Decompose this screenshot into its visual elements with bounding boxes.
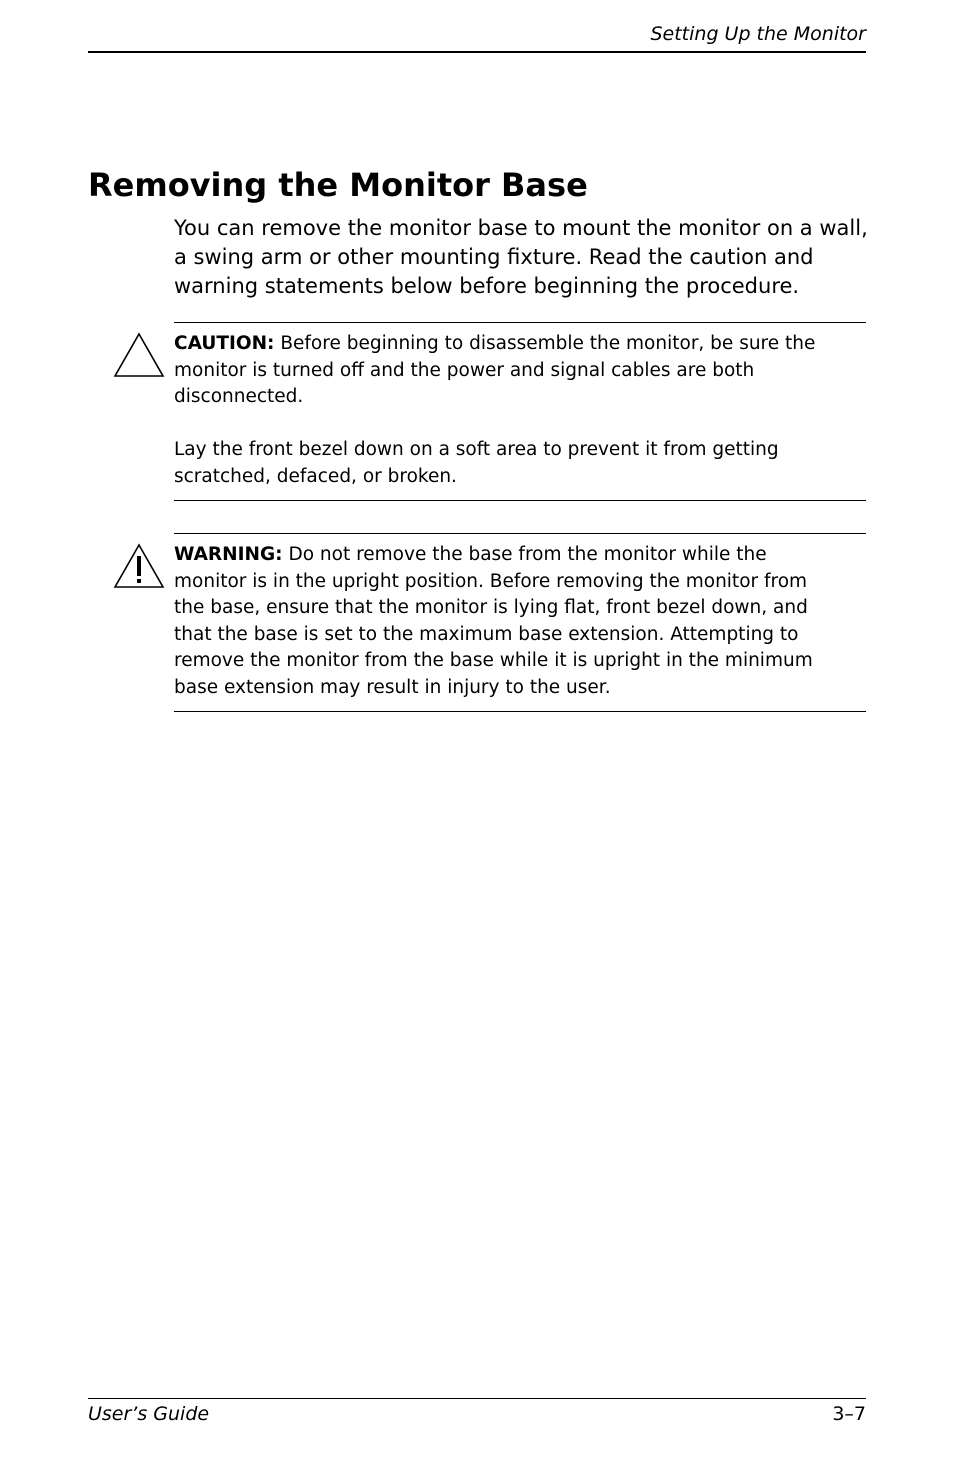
warning-exclamation-icon bbox=[112, 542, 166, 590]
running-title: Setting Up the Monitor bbox=[650, 23, 866, 45]
caution-triangle-icon bbox=[112, 331, 166, 379]
running-header bbox=[88, 20, 866, 53]
intro-paragraph: You can remove the monitor base to mount the monitor on a wall, a swing arm or other mounting fixture. Read the caution and warning statements below before beginning the procedure. bbox=[174, 216, 868, 298]
warning-body: Do not remove the base from the monitor while the monitor is in the upright position. Before removing the monitor from the base, ensure that the monitor is lying flat, front bezel down, and that the base is set to the maximum base extension. Attempting to remove the monitor from the base while it is upright in the minimum base extension may result in injury to the user. bbox=[174, 544, 813, 698]
warning-text bbox=[174, 542, 824, 701]
caution-body: Before beginning to disassemble the monitor, be sure the monitor is turned off and the power and signal cables are both disconnected. bbox=[174, 333, 816, 407]
caution-notice bbox=[174, 322, 866, 501]
warning-notice bbox=[174, 533, 866, 712]
section-title: Removing the Monitor Base bbox=[88, 166, 588, 204]
caution-label: CAUTION: bbox=[174, 333, 275, 354]
warning-label: WARNING: bbox=[174, 544, 283, 565]
guide-title: User’s Guide bbox=[88, 1403, 210, 1425]
caution-text-secondary: Lay the front bezel down on a soft area to prevent it from getting scratched, defaced, or broken. bbox=[174, 439, 779, 487]
running-footer bbox=[88, 1398, 866, 1429]
caution-text bbox=[174, 331, 824, 411]
page-number: 3–7 bbox=[832, 1403, 866, 1425]
